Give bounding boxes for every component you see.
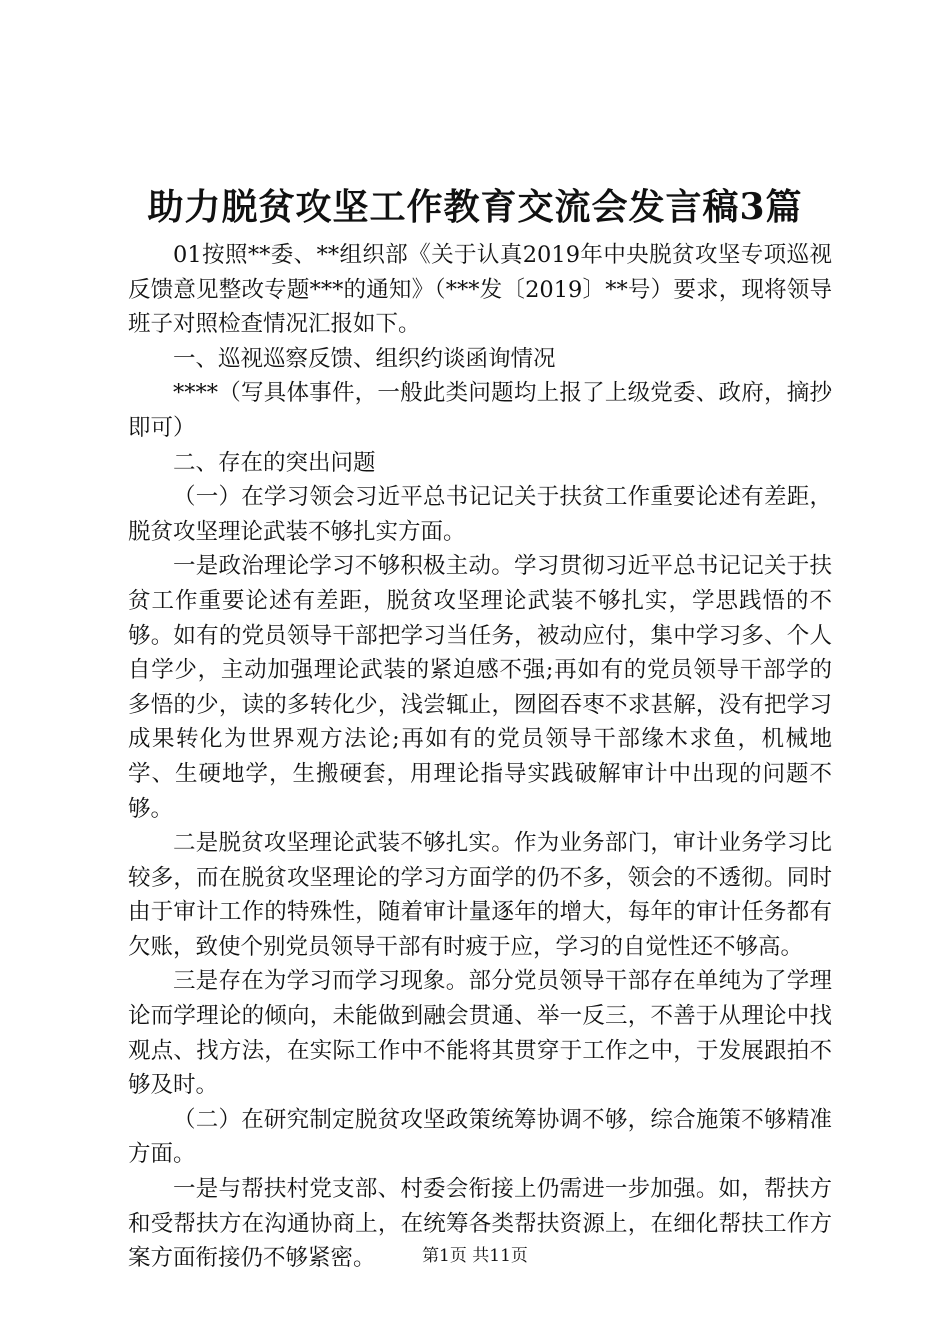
paragraph-point-3: 三是存在为学习而学习现象。部分党员领导干部存在单纯为了学理论而学理论的倾向，未能做到融会贯通、举一反三，不善于从理论中找观点、找方法，在实际工作中不能将其贯穿于工作之中，于发展跟拍不够及时。 — [128, 968, 832, 1099]
subheading-part-1: （一）在学习领会习近平总书记记关于扶贫工作重要论述有差距，脱贫攻坚理论武装不够扎实方面。 — [128, 484, 832, 545]
heading-section-2: 二、存在的突出问题 — [173, 449, 376, 476]
document-title: 助力脱贫攻坚工作教育交流会发言稿3篇 — [147, 186, 803, 228]
paragraph-point-1: 一是政治理论学习不够积极主动。学习贯彻习近平总书记记关于扶贫工作重要论述有差距，脱贫攻坚理论武装不够扎实，学思践悟的不够。如有的党员领导干部把学习当任务，被动应付，集中学习多、个人自学少，主动加强理论武装的紧迫感不强;再如有的党员领导干部学的多悟的少，读的多转化少，浅尝辄止，囫囵吞枣不求甚解，没有把学习成果转化为世界观方法论;再如有的党员领导干部缘木求鱼，机械地学、生硬地学，生搬硬套，用理论指导实践破解审计中出现的问题不够。 — [128, 553, 832, 822]
paragraph-part-2-point-1: 一是与帮扶村党支部、村委会衔接上仍需进一步加强。如，帮扶方和受帮扶方在沟通协商上，在统筹各类帮扶资源上，在细化帮扶工作方案方面衔接仍不够紧密。 — [128, 1176, 832, 1272]
page-number-footer: 第1页 共11页 — [422, 1246, 528, 1266]
heading-section-1: 一、巡视巡察反馈、组织约谈函询情况 — [173, 345, 556, 372]
paragraph-intro: 01按照**委、**组织部《关于认真2019年中央脱贫攻坚专项巡视反馈意见整改专题***的通知》（***发〔2019〕**号）要求，现将领导班子对照检查情况汇报如下。 — [128, 242, 832, 338]
paragraph-section-1-note: ****（写具体事件，一般此类问题均上报了上级党委、政府，摘抄即可） — [128, 380, 832, 441]
subheading-part-2: （二）在研究制定脱贫攻坚政策统筹协调不够，综合施策不够精准方面。 — [128, 1106, 832, 1168]
document-body — [128, 238, 832, 1276]
paragraph-point-2: 二是脱贫攻坚理论武装不够扎实。作为业务部门，审计业务学习比较多，而在脱贫攻坚理论的学习方面学的仍不多，领会的不透彻。同时由于审计工作的特殊性，随着审计量逐年的增大，每年的审计任务都有欠账，致使个别党员领导干部有时疲于应，学习的自觉性还不够高。 — [128, 830, 832, 960]
